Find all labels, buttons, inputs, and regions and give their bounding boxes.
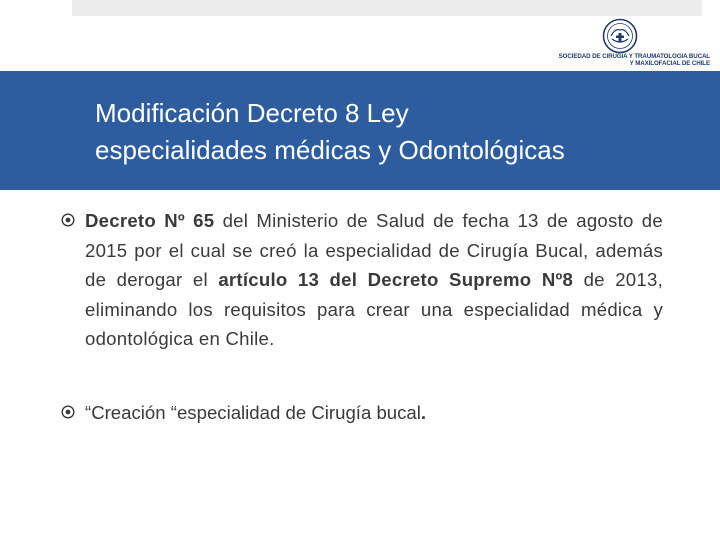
bullet-text-part: “Creación “especialidad de Cirugía bucal xyxy=(85,402,421,423)
top-bar xyxy=(72,0,702,16)
bullet-text-part: del Ministerio de Salud de fecha 13 de agosto de 2015 por el cual se creó la especialidad de Cirugía Bucal, además de derogar el xyxy=(85,210,663,291)
bullet-text-period: . xyxy=(420,402,427,423)
bullet-text xyxy=(85,398,663,428)
circle-bullet-icon xyxy=(61,405,75,419)
bullet-item xyxy=(61,398,663,428)
slide-title-line2: especialidades médicas y Odontológicas xyxy=(95,135,565,165)
society-logo xyxy=(538,18,710,70)
slide-title xyxy=(95,95,695,169)
logo-text-line2: Y MAXILOFACIAL DE CHILE xyxy=(629,60,710,67)
bullet-item xyxy=(61,206,663,354)
circle-bullet-icon xyxy=(61,213,75,227)
article-reference: artículo 13 del Decreto Supremo Nº8 xyxy=(218,269,574,291)
society-emblem-icon xyxy=(602,18,638,54)
bullet-text xyxy=(85,206,663,354)
bullet-text-part: de 2013, eliminando los requisitos para crear una especialidad médica y odontológica en Chile. xyxy=(85,269,663,350)
logo-text xyxy=(538,53,710,67)
logo-text-line1: SOCIEDAD DE CIRUGIA Y TRAUMATOLOGIA BUCAL xyxy=(558,53,710,60)
decree-reference: Decreto Nº 65 xyxy=(85,210,215,231)
slide-title-line1: Modificación Decreto 8 Ley xyxy=(95,98,409,128)
